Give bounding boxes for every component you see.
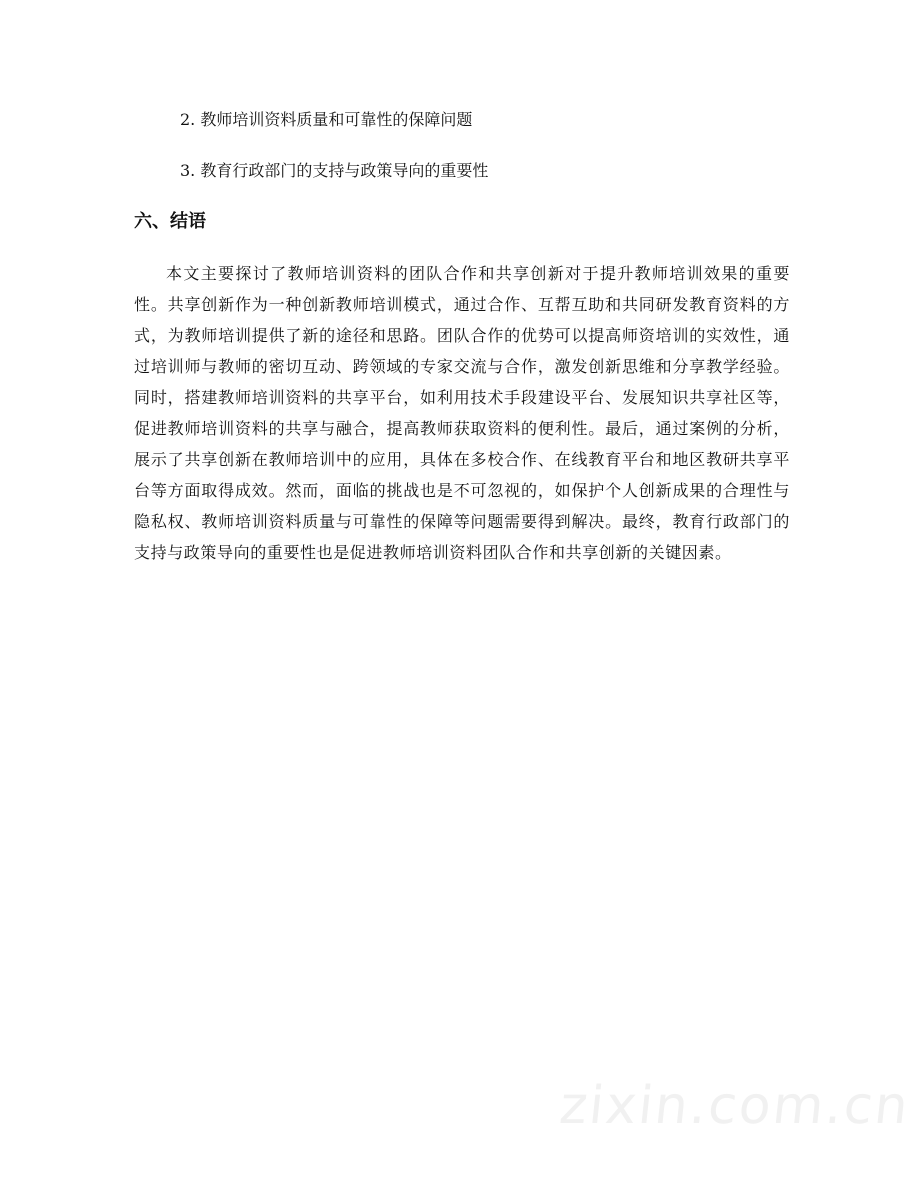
list-item-2: 2. 教师培训资料质量和可靠性的保障问题	[180, 110, 473, 129]
conclusion-paragraph: 本文主要探讨了教师培训资料的团队合作和共享创新对于提升教师培训效果的重要性。共享创新作为一种创新教师培训模式，通过合作、互帮互助和共同研发教育资料的方式，为教师培训提供了新的途径和思路。团队合作的优势可以提高师资培训的实效性，通过培训师与教师的密切互动、跨领域的专家交流与合作，激发创新思维和分享教学经验。同时，搭建教师培训资料的共享平台，如利用技术手段建设平台、发展知识共享社区等，促进教师培训资料的共享与融合，提高教师获取资料的便利性。最后，通过案例的分析，展示了共享创新在教师培训中的应用，具体在多校合作、在线教育平台和地区教研共享平台等方面取得成效。然而，面临的挑战也是不可忽视的，如保护个人创新成果的合理性与隐私权、教师培训资料质量与可靠性的保障等问题需要得到解决。最终，教育行政部门的支持与政策导向的重要性也是促进教师培训资料团队合作和共享创新的关键因素。	[134, 264, 790, 562]
watermark-text: zixin.com.cn	[556, 1076, 913, 1136]
list-item-3: 3. 教育行政部门的支持与政策导向的重要性	[180, 161, 489, 180]
section-heading-conclusion: 六、结语	[134, 211, 206, 232]
